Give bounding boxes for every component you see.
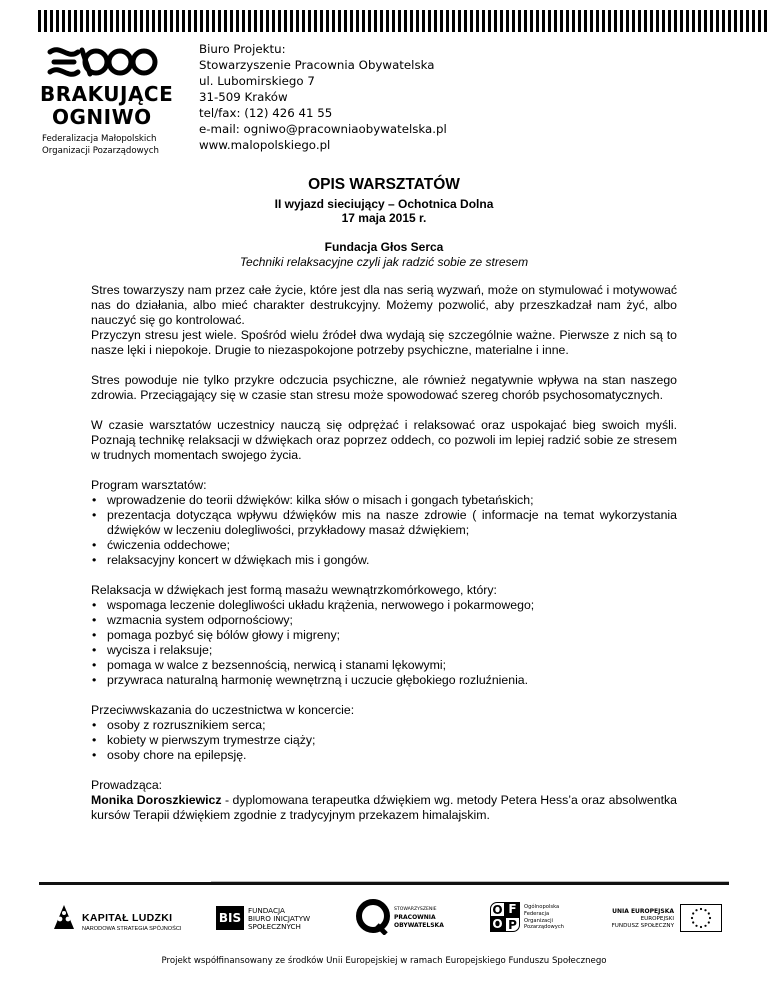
logo-subtitle-line1: Federalizacja Małopolskich (42, 134, 157, 144)
contraindications-heading: Przeciwwskazania do uczestnictwa w koncercie: (91, 703, 355, 717)
ofop-line: Organizacji (524, 917, 553, 924)
bis-line: SPOŁECZNYCH (248, 922, 301, 931)
eu-line: UNIA EUROPEJSKA (612, 908, 674, 915)
intro-paragraph: Stres towarzyszy nam przez całe życie, które jest dla nas serią wyzwań, może on stymulować i motywować nas do działania, albo mieć charakter destrukcyjny. Możemy pozwolić, aby przeszkadzał nam żyć, albo nauczyć się go kontrolować. (91, 283, 677, 327)
ofop-line: Ogólnopolska (524, 904, 560, 910)
bis-line: FUNDACJA (248, 906, 285, 915)
ofop-letter: O (490, 917, 505, 932)
logo-subtitle (42, 133, 159, 157)
program-heading: Program warsztatów: (91, 478, 207, 492)
ofop-letter: O (490, 902, 505, 917)
event-date: 17 maja 2015 r. (341, 211, 427, 225)
pracownia-obywatelska-name (394, 914, 444, 930)
list-item: • relaksacyjny koncert w dźwiękach mis i gongów. (91, 553, 677, 568)
list-item: • wprowadzenie do teorii dźwięków: kilka słów o misach i gongach tybetańskich; (91, 493, 677, 508)
po-line: OBYWATELSKA (394, 922, 444, 929)
eu-logo-text (596, 908, 674, 931)
footer-divider (39, 882, 729, 885)
bis-logo-box: BIS (216, 906, 244, 930)
lead-description: - dyplomowana terapeutka dźwiękiem wg. metody Petera Hess’a oraz absolwentka kursów Terapii dźwiękiem zgodnie z tradycyjnym przekazem himalajskim. (91, 793, 677, 822)
eu-flag-icon (680, 904, 722, 932)
relaxation-heading: Relaksacja w dźwiękach jest formą masażu wewnątrzkomórkowego, który: (91, 583, 497, 597)
workshop-goals-paragraph: W czasie warsztatów uczestnicy nauczą się odprężać i relaksować oraz uspokajać bieg swoich myśli. Poznają technikę relaksacji w dźwiękach oraz poprzez oddech, co pozwoli im lepiej radzić sobie ze stresem w trudnych momentach swojego życia. (91, 418, 677, 462)
stress-causes-paragraph: Przyczyn stresu jest wiele. Spośród wielu źródeł dwa wydają się szczególnie ważne. Pierwsze z nich są to nasze lęki i niepokoje. Drugie to niezaspokojone potrzeby psychiczne, materialne i inne. (91, 328, 677, 357)
list-item: • osoby z rozrusznikiem serca; (91, 718, 677, 733)
project-office-address (199, 41, 447, 153)
ofop-letter: P (505, 917, 520, 932)
ofop-logo-text (524, 904, 564, 931)
logo-title-line2: OGNIWO (52, 105, 152, 129)
address-line: Biuro Projektu: (199, 42, 286, 56)
ofop-logo-icon (490, 902, 520, 932)
document-title: OPIS WARSZTATÓW (308, 176, 460, 193)
address-line: 31-509 Kraków (199, 90, 288, 104)
list-item: • wycisza i relaksuje; (91, 643, 677, 658)
kapital-ludzki-logo-icon (50, 903, 78, 931)
lead-bio (91, 793, 677, 823)
kapital-ludzki-title: KAPITAŁ LUDZKI (82, 912, 173, 924)
list-item: • kobiety w pierwszym trymestrze ciąży; (91, 733, 677, 748)
eu-line: FUNDUSZ SPOŁECZNY (611, 923, 674, 929)
address-line: ul. Lubomirskiego 7 (199, 74, 315, 88)
document-body (91, 283, 677, 838)
address-line: tel/fax: (12) 426 41 55 (199, 106, 333, 120)
ofop-line: Pozarządowych (524, 924, 564, 931)
funding-note: Projekt współfinansowany ze środków Unii Europejskiej w ramach Europejskiego Funduszu Społecznego (161, 956, 607, 966)
ofop-letter: F (505, 902, 520, 917)
contraindications-section (91, 703, 677, 763)
program-section (91, 478, 677, 568)
event-name: II wyjazd sieciujący – Ochotnica Dolna (274, 197, 494, 211)
list-item: • pomaga pozbyć się bólów głowy i migreny; (91, 628, 677, 643)
organization-name: Fundacja Głos Serca (324, 240, 444, 254)
stress-health-paragraph: Stres powoduje nie tylko przykre odczucia psychiczne, ale również negatywnie wpływa na stan naszego zdrowia. Przeciągający się w czasie stan stresu może spowodować szereg chorób psychosomatycznych. (91, 373, 677, 402)
logo-title-line1: BRAKUJĄCE (40, 82, 174, 106)
bis-logo-text (248, 907, 310, 931)
contraindications-list (91, 718, 677, 763)
list-item: • pomaga w walce z bezsennością, nerwicą i stanami lękowymi; (91, 658, 677, 673)
list-item: • osoby chore na epilepsję. (91, 748, 677, 763)
po-line: PRACOWNIA (394, 914, 436, 921)
bis-line: BIURO INICJATYW (248, 914, 311, 923)
document-subtitle (0, 197, 768, 225)
top-barcode-strip (38, 10, 768, 32)
list-item: • przywraca naturalną harmonię wewnętrzną i uczucie głębokiego rozluźnienia. (91, 673, 677, 688)
ofop-line: Federacja (524, 910, 550, 917)
lead-name: Monika Doroszkiewicz (91, 793, 222, 807)
pracownia-obywatelska-small-label: STOWARZYSZENIE (394, 907, 437, 912)
list-item: • wspomaga leczenie dolegliwości układu krążenia, nerwowego i pokarmowego; (91, 598, 677, 613)
address-website: www.malopolskiego.pl (199, 138, 331, 152)
kapital-ludzki-subtitle: NARODOWA STRATEGIA SPÓJNOŚCI (82, 926, 182, 932)
pracownia-obywatelska-logo-icon (356, 899, 390, 935)
brakujace-ogniwo-chain-logo (44, 44, 162, 80)
program-list (91, 493, 677, 568)
address-email: e-mail: ogniwo@pracowniaobywatelska.pl (199, 122, 447, 136)
logo-subtitle-line2: Organizacji Pozarządowych (42, 146, 159, 156)
list-item: • ćwiczenia oddechowe; (91, 538, 677, 553)
relaxation-section (91, 583, 677, 688)
workshop-topic: Techniki relaksacyjne czyli jak radzić sobie ze stresem (239, 255, 529, 269)
lead-section (91, 778, 677, 823)
list-item: • prezentacja dotycząca wpływu dźwięków mis na nasze zdrowie ( informacje na temat wykorzystania dźwięków w leczeniu dolegliwości, przykładowy masaż dźwiękiem; (91, 508, 677, 538)
eu-line: EUROPEJSKI (640, 915, 674, 922)
relaxation-list (91, 598, 677, 688)
lead-heading: Prowadząca: (91, 778, 163, 792)
address-line: Stowarzyszenie Pracownia Obywatelska (199, 58, 435, 72)
list-item: • wzmacnia system odpornościowy; (91, 613, 677, 628)
